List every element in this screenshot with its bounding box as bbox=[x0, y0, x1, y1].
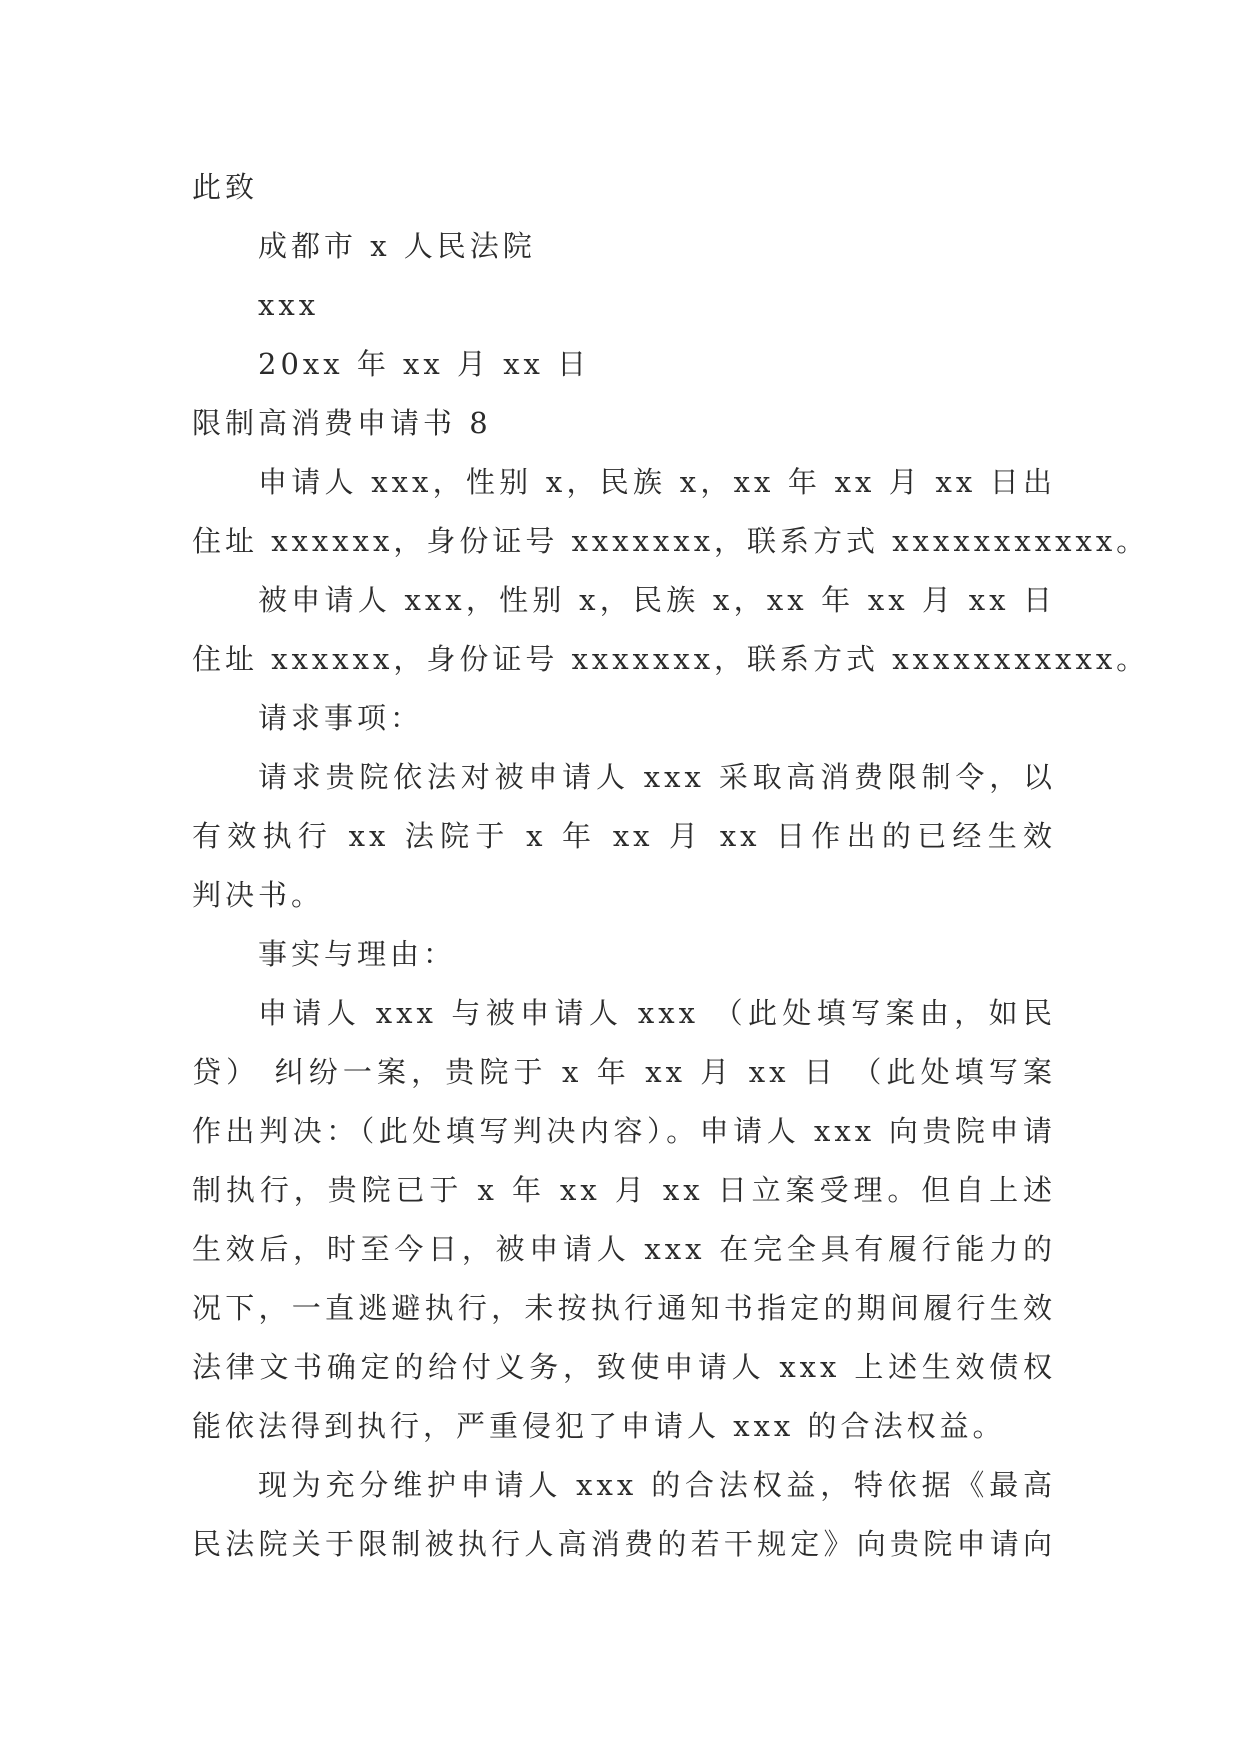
applicant-line-2: 住址 xxxxxx，身份证号 xxxxxxx，联系方式 xxxxxxxxxxx。 bbox=[192, 524, 1150, 558]
basis-line-1: 现为充分维护申请人 xxx 的合法权益，特依据《最高 bbox=[258, 1468, 1056, 1502]
requests-line-2: 有效执行 xx 法院于 x 年 xx 月 xx 日作出的已经生效 bbox=[192, 819, 1056, 853]
document-title: 限制高消费申请书 8 bbox=[192, 406, 492, 440]
facts-line-6: 况下，一直逃避执行，未按执行通知书指定的期间履行生效 bbox=[192, 1291, 1056, 1325]
facts-heading: 事实与理由： bbox=[258, 937, 457, 971]
respondent-line-2: 住址 xxxxxx，身份证号 xxxxxxx，联系方式 xxxxxxxxxxx。 bbox=[192, 642, 1150, 676]
document-body bbox=[192, 158, 1150, 1574]
facts-line-1: 申请人 xxx 与被申请人 xxx （此处填写案由，如民 bbox=[258, 996, 1056, 1030]
facts-line-8: 能依法得到执行，严重侵犯了申请人 xxx 的合法权益。 bbox=[192, 1409, 1006, 1443]
requests-line-3: 判决书。 bbox=[192, 878, 325, 912]
closing-salutation: 此致 bbox=[192, 170, 259, 204]
facts-line-2: 贷） 纠纷一案，贵院于 x 年 xx 月 xx 日 （此处填写案 bbox=[192, 1055, 1056, 1089]
requests-line-1: 请求贵院依法对被申请人 xxx 采取高消费限制令，以 bbox=[258, 760, 1056, 794]
requests-heading: 请求事项： bbox=[258, 701, 424, 735]
facts-line-4: 制执行，贵院已于 x 年 xx 月 xx 日立案受理。但自上述 bbox=[192, 1173, 1056, 1207]
closing-signer: xxx bbox=[258, 288, 320, 322]
facts-line-3: 作出判决：（此处填写判决内容）。申请人 xxx 向贵院申请 bbox=[192, 1114, 1056, 1148]
facts-line-5: 生效后，时至今日，被申请人 xxx 在完全具有履行能力的 bbox=[192, 1232, 1056, 1266]
facts-line-7: 法律文书确定的给付义务，致使申请人 xxx 上述生效债权 bbox=[192, 1350, 1056, 1384]
respondent-line-1: 被申请人 xxx，性别 x，民族 x，xx 年 xx 月 xx 日 bbox=[258, 583, 1056, 617]
basis-line-2: 民法院关于限制被执行人高消费的若干规定》向贵院申请向 bbox=[192, 1527, 1056, 1561]
closing-court: 成都市 x 人民法院 bbox=[258, 229, 536, 263]
closing-date: 20xx 年 xx 月 xx 日 bbox=[258, 347, 591, 381]
applicant-line-1: 申请人 xxx，性别 x，民族 x，xx 年 xx 月 xx 日出 bbox=[258, 465, 1056, 499]
